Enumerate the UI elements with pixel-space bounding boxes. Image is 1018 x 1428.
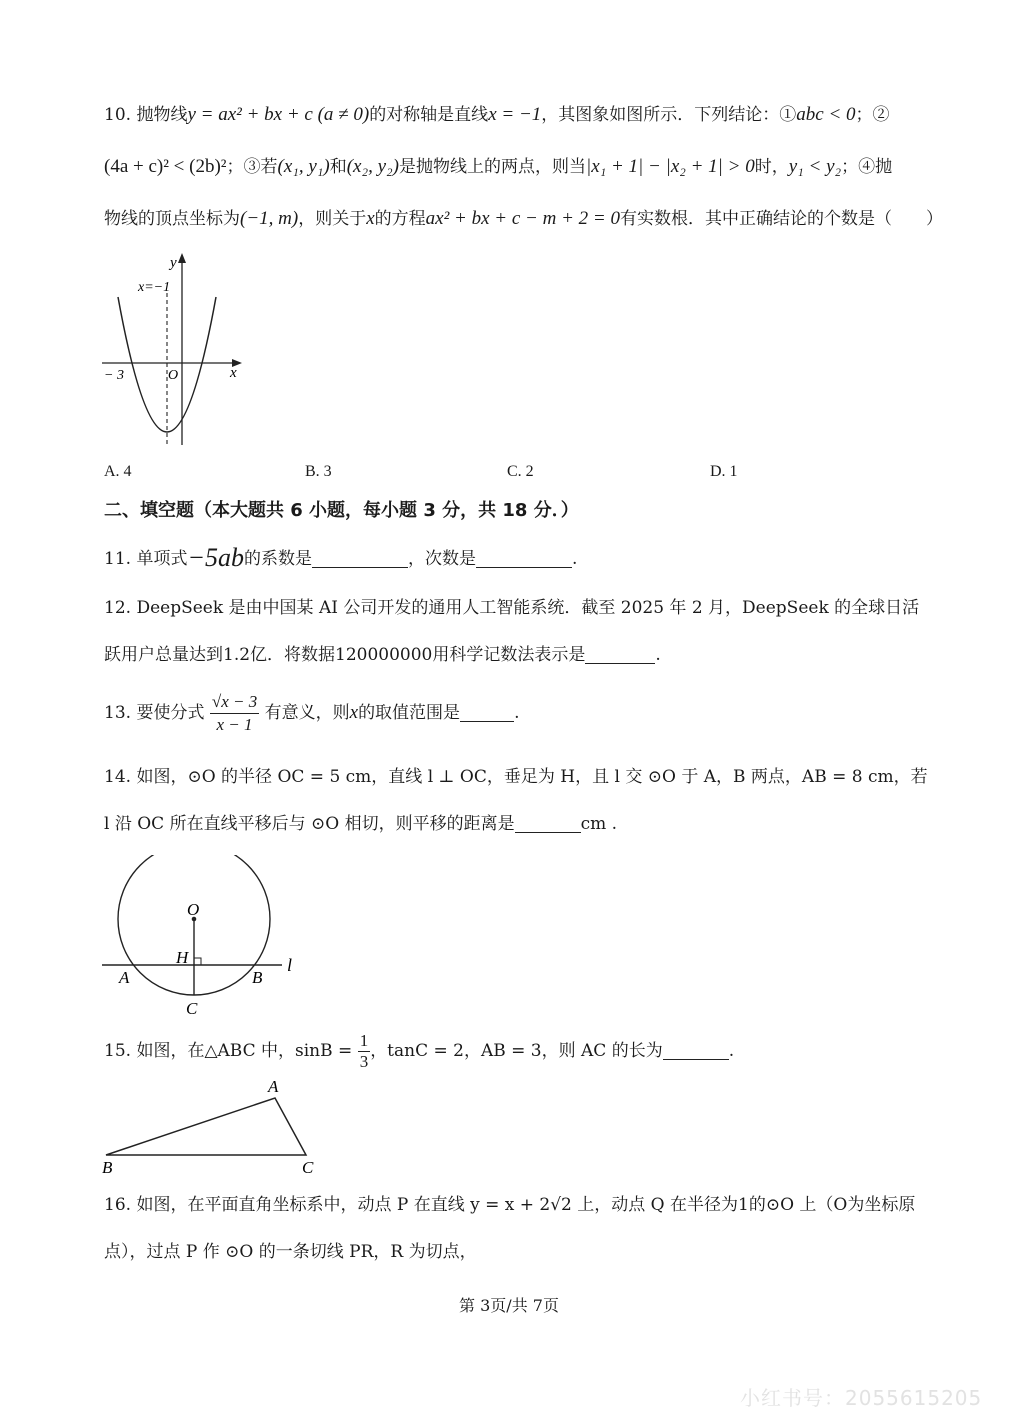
- q14-number: 14.: [104, 767, 132, 787]
- q10-option-d: D. 1: [710, 463, 738, 480]
- q10-line2: [104, 155, 892, 179]
- q13-text: 有意义，则: [264, 703, 350, 723]
- q10-point-1: (x₁, y₁): [277, 156, 330, 177]
- q16-line2: [104, 1240, 477, 1264]
- q10-result-3: y₁ < y₂: [788, 156, 842, 177]
- q10-option-c: C. 2: [507, 463, 534, 480]
- q11-text: ，次数是: [408, 549, 476, 569]
- q10-axis-formula: x = −1: [488, 104, 542, 125]
- q10-condition-1: abc < 0: [796, 104, 856, 125]
- q13: [104, 688, 519, 738]
- q16-number: 16.: [104, 1195, 132, 1215]
- q14-text: 如图，⊙O 的半径 OC = 5 cm，直线 l ⊥ OC，垂足为 H，且 l 交 ⊙O 于 A，B 两点，AB = 8 cm，若: [136, 767, 928, 787]
- q13-fraction: [210, 691, 259, 736]
- q14-text: l 沿 OC 所在直线平移后与 ⊙O 相切，则平移的距离是: [104, 814, 515, 834]
- q10-parabola-graph: [96, 245, 256, 455]
- q10-text: 的对称轴是直线: [369, 105, 489, 125]
- q12-text: 跃用户总量达到1.2亿．将数据120000000用科学记数法表示是: [104, 645, 586, 665]
- symmetry-axis-label: x=−1: [138, 280, 171, 295]
- q11-text: .: [572, 549, 578, 569]
- q10-text: 的方程: [374, 209, 426, 229]
- label-a: A: [268, 1077, 279, 1096]
- q15: [104, 1028, 734, 1074]
- q12-text: .: [655, 645, 661, 665]
- q15-number: 15.: [104, 1041, 132, 1061]
- q15-text: .: [728, 1041, 735, 1061]
- q11-text: 的系数是: [244, 549, 312, 569]
- q14-line2: [104, 812, 617, 836]
- q11-expression: −5ab: [187, 543, 244, 572]
- q11-text: 单项式: [136, 549, 188, 569]
- q16-line1: [104, 1193, 915, 1217]
- q10-text: ；②: [855, 105, 890, 125]
- q13-answer-blank[interactable]: [460, 703, 514, 722]
- watermark: 小红书号：2055615205: [740, 1386, 983, 1410]
- q15-text: ，tanC = 2，AB = 3，则 AC 的长为: [370, 1041, 663, 1061]
- q15-text: 如图，在△ABC 中，sinB =: [136, 1041, 353, 1061]
- q11: [104, 543, 578, 572]
- triangle-abc: [106, 1098, 306, 1155]
- q12-number: 12.: [104, 598, 132, 618]
- q10-point-2: (x₂, y₂): [346, 156, 399, 177]
- q10-parabola-formula: y = ax² + bx + c (a ≠ 0): [187, 104, 370, 125]
- page-number: 第 3页/共 7页: [459, 1296, 559, 1315]
- q10-condition-2: (4a + c)² < (2b)²: [104, 156, 227, 177]
- q10-text: ；④抛: [841, 157, 893, 177]
- q13-numerator: √x − 3: [210, 691, 259, 714]
- q10-text: 有实数根．其中正确结论的个数是（ ）: [619, 209, 943, 229]
- q16-text: 点），过点 P 作 ⊙O 的一条切线 PR，R 为切点，: [104, 1242, 477, 1262]
- q13-text: 要使分式: [136, 703, 205, 723]
- q10-condition-3: |x₁ + 1| − |x₂ + 1| > 0: [585, 156, 755, 177]
- q10-option-a: A. 4: [104, 463, 132, 480]
- q10-text: 是抛物线上的两点，则当: [398, 157, 586, 177]
- q10-text: ，其图象如图所示．下列结论：①: [541, 105, 797, 125]
- q14-circle-figure: [98, 855, 308, 1025]
- q12-line2: [104, 643, 661, 667]
- q16-text: 如图，在平面直角坐标系中，动点 P 在直线 y = x + 2√2 上，动点 Q 在半径为1的⊙O 上（O为坐标原: [136, 1195, 916, 1215]
- y-axis-arrow: [178, 253, 186, 263]
- q14-text: cm .: [580, 814, 618, 834]
- label-o: O: [187, 900, 200, 919]
- q10-text: ，则关于: [298, 209, 367, 229]
- q10-text: 抛物线: [136, 105, 188, 125]
- x-axis-label: x: [230, 365, 237, 381]
- q13-variable-x: x: [349, 702, 359, 723]
- q10-text: 时，: [754, 157, 789, 177]
- label-a: A: [119, 968, 130, 987]
- q15-numerator: 1: [359, 1031, 369, 1050]
- q11-number: 11.: [104, 549, 132, 569]
- q10-option-b: B. 3: [305, 463, 332, 480]
- section-heading: 二、填空题（本大题共 6 小题，每小题 3 分，共 18 分．）: [104, 500, 579, 521]
- origin-label: O: [168, 368, 179, 383]
- q10-equation: ax² + bx + c − m + 2 = 0: [425, 208, 620, 229]
- right-angle-mark: [194, 958, 201, 965]
- q10-number: 10.: [104, 105, 132, 125]
- q14-line1: [104, 765, 928, 789]
- q12-text: DeepSeek 是由中国某 AI 公司开发的通用人工智能系统．截至 2025 年 2 月，DeepSeek 的全球日活: [136, 598, 920, 618]
- root-label: − 3: [104, 368, 124, 383]
- q15-denominator: 3: [359, 1052, 369, 1071]
- q12-line1: [104, 596, 919, 620]
- label-l: l: [287, 955, 293, 975]
- q13-number: 13.: [104, 703, 132, 723]
- q13-text: .: [514, 703, 520, 723]
- q13-denominator: x − 1: [216, 715, 253, 734]
- label-h: H: [176, 948, 189, 967]
- q11-answer-blank-2[interactable]: [476, 549, 572, 568]
- q10-variable-x: x: [366, 208, 375, 229]
- q10-line3: [104, 207, 943, 231]
- label-c: C: [186, 999, 198, 1018]
- q15-fraction: [358, 1031, 371, 1072]
- q11-answer-blank-1[interactable]: [312, 549, 408, 568]
- y-axis-label: y: [170, 255, 177, 271]
- q10-vertex: (−1, m): [240, 208, 299, 229]
- q10-text: 物线的顶点坐标为: [104, 209, 240, 229]
- label-b: B: [252, 968, 263, 987]
- q13-text: 的取值范围是: [358, 703, 461, 723]
- q12-answer-blank[interactable]: [585, 645, 655, 664]
- q10-text: 和: [329, 157, 347, 177]
- label-c: C: [302, 1158, 314, 1177]
- q10-line1: [104, 103, 890, 127]
- q14-answer-blank[interactable]: [515, 814, 581, 833]
- q15-answer-blank[interactable]: [663, 1041, 729, 1060]
- q15-triangle-figure: [98, 1076, 328, 1178]
- label-b: B: [102, 1158, 113, 1177]
- q10-text: ；③若: [226, 157, 278, 177]
